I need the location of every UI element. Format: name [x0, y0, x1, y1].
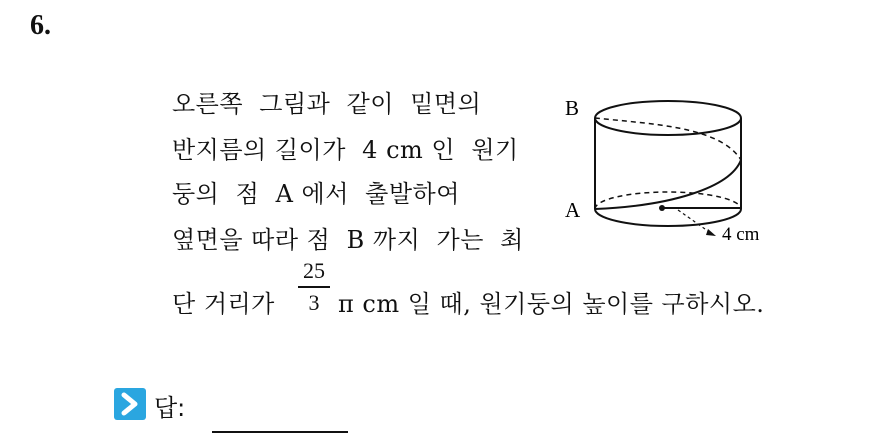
radius-leader [678, 210, 712, 234]
answer-arrow-icon [114, 388, 146, 420]
radius-leader-arrow [706, 229, 716, 236]
cylinder-figure [560, 88, 800, 258]
helix-visible [595, 160, 741, 209]
answer-label: 답: [154, 394, 186, 422]
fraction-denominator: 3 [308, 289, 320, 315]
top-ellipse [595, 101, 741, 135]
question-line-1: 오른쪽 그림과 같이 밑면의 [172, 90, 482, 118]
question-line-5-after: π cm 일 때, 원기둥의 높이를 구하시오. [338, 290, 765, 318]
helix-hidden [595, 118, 741, 160]
label-a: A [565, 198, 581, 222]
question-line-2: 반지름의 길이가 4 cm 인 원기 [172, 136, 519, 164]
radius-label: 4 cm [722, 224, 760, 245]
fraction-bar [298, 286, 330, 288]
label-b: B [565, 96, 580, 120]
question-line-3: 둥의 점 A 에서 출발하여 [172, 180, 460, 208]
length-fraction [296, 258, 332, 316]
question-line-4: 옆면을 따라 점 B 까지 가는 최 [172, 226, 524, 254]
answer-input-line[interactable] [212, 431, 348, 433]
question-line-5-before: 단 거리가 [172, 290, 275, 318]
fraction-numerator: 25 [303, 258, 325, 283]
bottom-ellipse-front [595, 209, 741, 226]
question-number: 6. [30, 10, 51, 41]
